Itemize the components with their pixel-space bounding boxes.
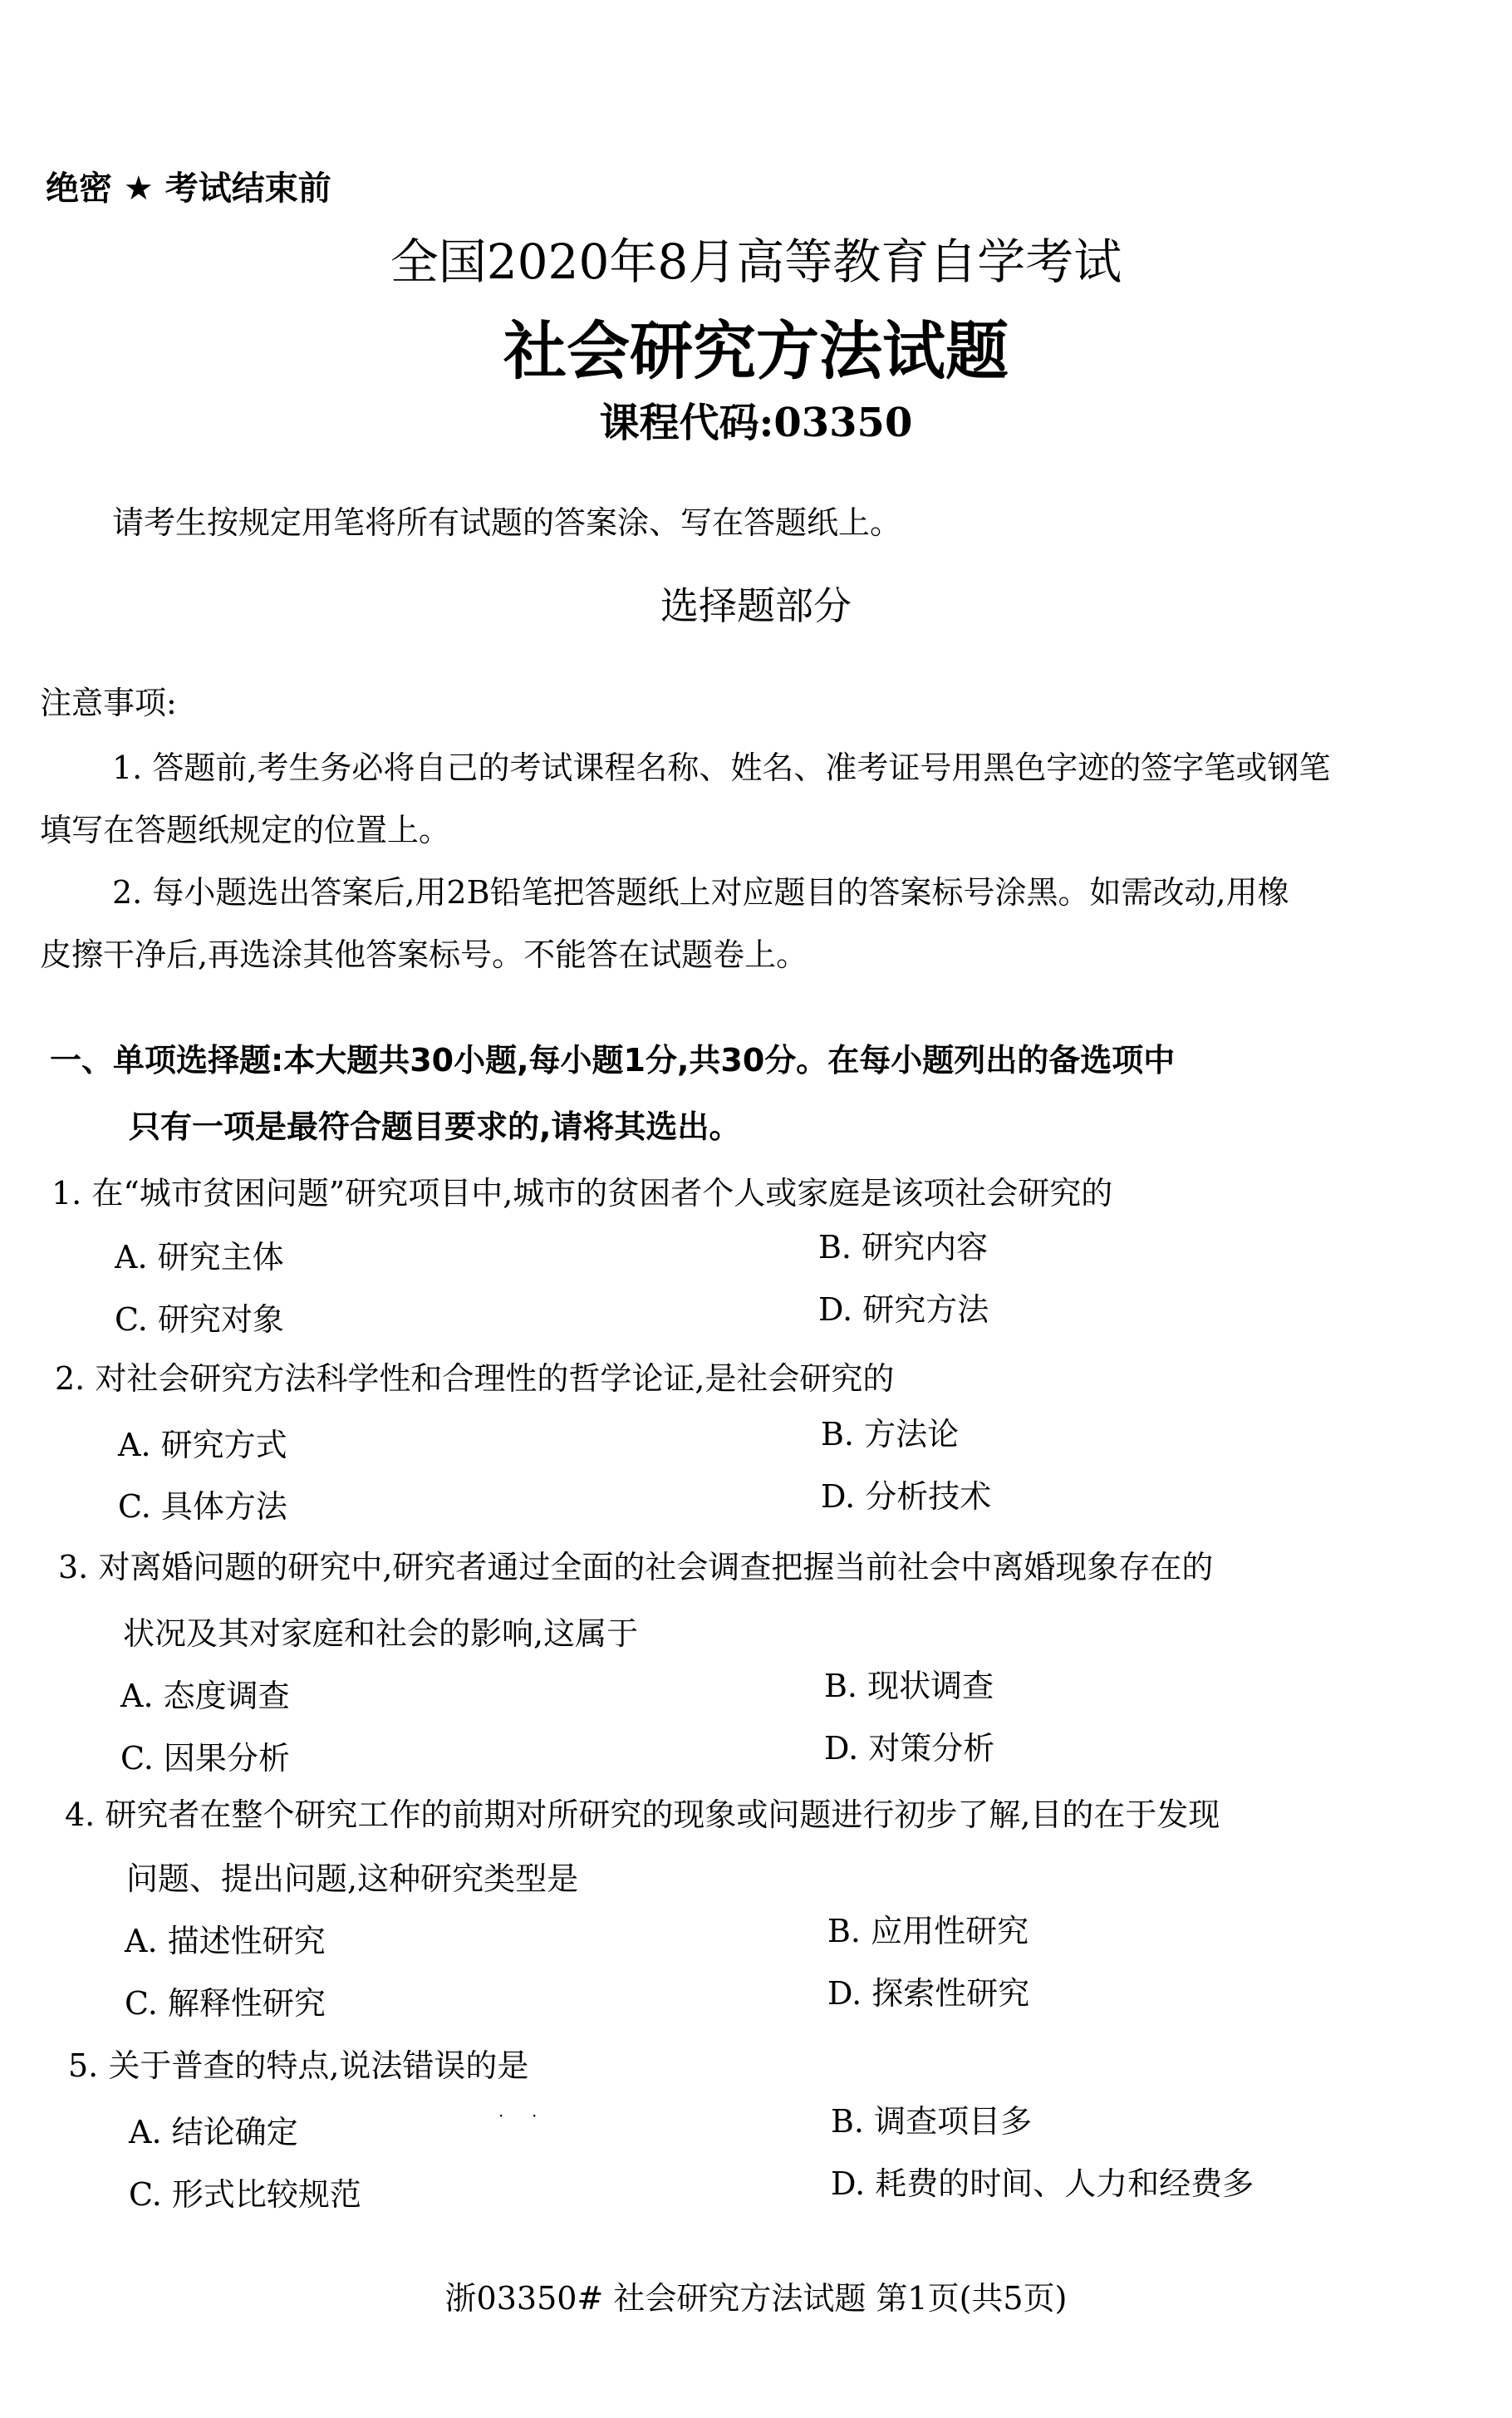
confidential-mark: 绝密 ★ 考试结束前 — [46, 170, 331, 208]
note-2-line-1: 2. 每小题选出答案后,用2B铅笔把答题纸上对应题目的答案标号涂黑。如需改动,用橡 — [112, 874, 1289, 911]
part-one-heading-cont: 只有一项是最符合题目要求的,请将其选出。 — [129, 1108, 741, 1145]
page-footer: 浙03350# 社会研究方法试题 第1页(共5页) — [444, 2280, 1068, 2317]
question-stem: 5. 关于普查的特点,说法错误的是 — [68, 2047, 529, 2084]
question-stem: 4. 研究者在整个研究工作的前期对所研究的现象或问题进行初步了解,目的在于发现 — [65, 1796, 1220, 1833]
note-2-line-2: 皮擦干净后,再选涂其他答案标号。不能答在试题卷上。 — [40, 936, 808, 973]
option-a: A. 结论确定 — [129, 2114, 298, 2150]
course-code: 课程代码:03350 — [599, 400, 913, 446]
option-d: D. 对策分析 — [824, 1730, 995, 1767]
option-d: D. 分析技术 — [821, 1478, 992, 1515]
option-d: D. 研究方法 — [818, 1291, 989, 1328]
option-b: B. 方法论 — [821, 1416, 960, 1452]
emphasis-dot: · — [532, 2106, 538, 2126]
option-d: D. 耗费的时间、人力和经费多 — [831, 2165, 1254, 2202]
option-a: A. 描述性研究 — [125, 1923, 326, 1959]
general-instruction: 请考生按规定用笔将所有试题的答案涂、写在答题纸上。 — [112, 504, 902, 541]
option-c: C. 研究对象 — [115, 1301, 284, 1338]
option-b: B. 应用性研究 — [827, 1913, 1029, 1949]
question-stem: 2. 对社会研究方法科学性和合理性的哲学论证,是社会研究的 — [55, 1360, 895, 1397]
notes-label: 注意事项: — [40, 685, 177, 721]
paper-title: 社会研究方法试题 — [503, 314, 1009, 388]
option-a: A. 态度调查 — [120, 1678, 290, 1714]
option-c: C. 解释性研究 — [125, 1985, 326, 2022]
section-title: 选择题部分 — [660, 583, 852, 628]
option-a: A. 研究主体 — [115, 1239, 284, 1275]
option-b: B. 现状调查 — [824, 1668, 994, 1704]
question-stem-cont: 问题、提出问题,这种研究类型是 — [126, 1860, 579, 1897]
emphasis-dot: · — [498, 2106, 504, 2126]
question-stem-cont: 状况及其对家庭和社会的影响,这属于 — [123, 1615, 639, 1652]
option-c: C. 具体方法 — [118, 1488, 287, 1525]
option-d: D. 探索性研究 — [827, 1975, 1030, 2012]
option-b: B. 研究内容 — [818, 1229, 989, 1266]
option-c: C. 因果分析 — [120, 1740, 290, 1777]
option-b: B. 调查项目多 — [831, 2103, 1033, 2140]
option-a: A. 研究方式 — [118, 1427, 287, 1463]
question-stem: 3. 对离婚问题的研究中,研究者通过全面的社会调查把握当前社会中离婚现象存在的 — [58, 1549, 1214, 1585]
question-stem: 1. 在“城市贫困问题”研究项目中,城市的贫困者个人或家庭是该项社会研究的 — [52, 1175, 1113, 1211]
exam-title: 全国2020年8月高等教育自学考试 — [390, 233, 1122, 290]
part-one-heading: 一、单项选择题:本大题共30小题,每小题1分,共30分。在每小题列出的备选项中 — [50, 1042, 1176, 1079]
option-c: C. 形式比较规范 — [129, 2176, 361, 2213]
note-1-line-2: 填写在答题纸规定的位置上。 — [40, 812, 451, 848]
note-1-line-1: 1. 答题前,考生务必将自己的考试课程名称、姓名、准考证号用黑色字迹的签字笔或钢笔 — [112, 749, 1331, 786]
